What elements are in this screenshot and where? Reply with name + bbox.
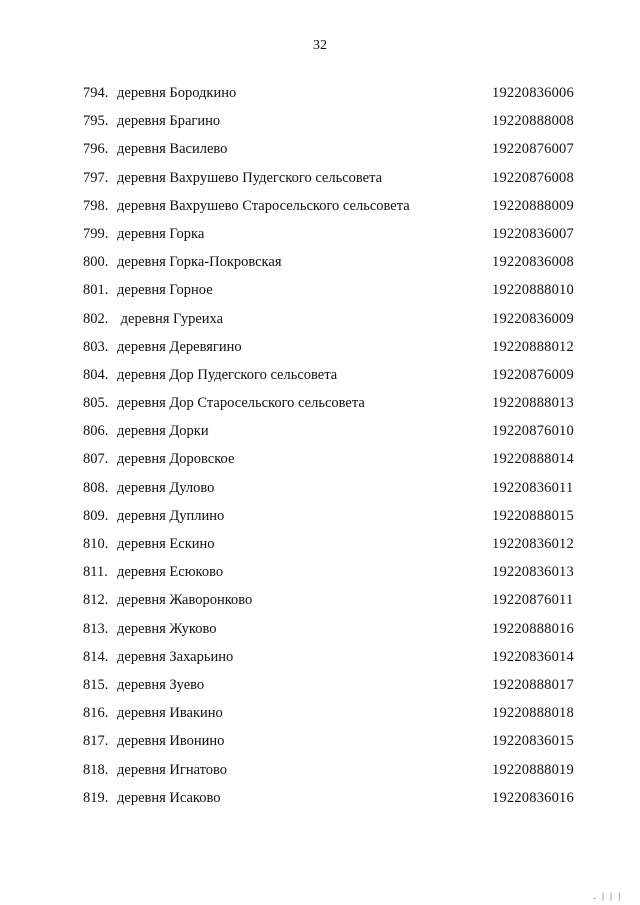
settlement-name: деревня Ивакино [117, 705, 223, 722]
oktmo-code: 19220888017 [492, 676, 574, 693]
entry-number: 800. [83, 254, 109, 271]
settlement-name: деревня Дуплино [117, 507, 225, 524]
entry-number: 808. [83, 479, 109, 496]
list-item [0, 674, 640, 702]
settlement-name: деревня Вахрушево Старосельского сельсовета [117, 197, 410, 214]
entry-number: 818. [83, 761, 109, 778]
settlement-name: деревня Брагино [117, 113, 221, 130]
list-item [0, 730, 640, 758]
oktmo-code: 19220888010 [492, 282, 574, 299]
entry-number: 805. [83, 395, 109, 412]
oktmo-code: 19220836012 [492, 536, 574, 552]
oktmo-code: 19220888018 [492, 705, 574, 722]
oktmo-code: 19220836007 [492, 225, 574, 242]
settlement-name: деревня Вахрушево Пудегского сельсовета [117, 169, 383, 186]
list-item [0, 561, 640, 589]
settlement-name: деревня Дор Старосельского сельсовета [117, 395, 365, 412]
oktmo-code: 19220836013 [492, 564, 574, 581]
list-item [0, 477, 640, 505]
settlement-name: деревня Зуево [117, 676, 205, 693]
oktmo-code: 19220836009 [492, 310, 574, 327]
settlement-name: деревня Дулово [117, 479, 215, 496]
oktmo-code: 19220836011 [492, 479, 574, 496]
entry-number: 806. [83, 423, 109, 440]
oktmo-code: 19220888019 [492, 761, 574, 778]
list-item [0, 82, 640, 110]
settlement-name: деревня Есюково [117, 564, 224, 581]
settlement-name: деревня Игнатово [117, 761, 228, 778]
settlement-name: деревня Бородкино [117, 85, 237, 101]
oktmo-code: 19220836016 [492, 789, 574, 806]
oktmo-code: 19220888012 [492, 338, 574, 355]
oktmo-code: 19220836008 [492, 254, 574, 271]
settlement-name: деревня Горка-Покровская [117, 254, 282, 271]
list-item [0, 618, 640, 646]
list-item [0, 308, 640, 336]
entry-number: 796. [83, 141, 109, 158]
list-item [0, 589, 640, 617]
list-item [0, 787, 640, 815]
list-item [0, 505, 640, 533]
list-item [0, 448, 640, 476]
entry-number: 815. [83, 676, 109, 693]
entry-number: 813. [83, 620, 109, 637]
settlement-name: деревня Дор Пудегского сельсовета [117, 366, 338, 383]
entry-number: 810. [83, 536, 109, 552]
list-item [0, 336, 640, 364]
entry-number: 812. [83, 592, 109, 609]
list-item [0, 195, 640, 223]
oktmo-code: 19220888013 [492, 395, 574, 412]
settlement-name: деревня Жуково [117, 620, 217, 637]
settlement-name: деревня Гуреиха [117, 310, 224, 327]
oktmo-code: 19220888009 [492, 197, 574, 214]
entry-number: 807. [83, 451, 109, 468]
list-item [0, 392, 640, 420]
settlement-name: деревня Доровское [117, 451, 235, 468]
list-item [0, 646, 640, 674]
list-item [0, 138, 640, 166]
entry-number: 797. [83, 169, 109, 186]
settlement-name: деревня Горка [117, 225, 205, 242]
settlement-name: деревня Деревягино [117, 338, 242, 355]
entry-number: 798. [83, 197, 109, 214]
entry-number: 802. [83, 310, 109, 327]
oktmo-code: 19220876009 [492, 366, 574, 383]
list-item [0, 533, 640, 561]
list-item [0, 364, 640, 392]
entry-number: 819. [83, 789, 109, 806]
oktmo-code: 19220888016 [492, 620, 574, 637]
entry-number: 799. [83, 225, 109, 242]
entry-number: 804. [83, 366, 109, 383]
settlement-name: деревня Ескино [117, 536, 215, 552]
settlement-name: деревня Василево [117, 141, 228, 158]
oktmo-code: 19220836006 [492, 85, 574, 101]
entry-number: 794. [83, 85, 109, 101]
settlement-name: деревня Исаково [117, 789, 221, 806]
oktmo-code: 19220876011 [492, 592, 574, 609]
entry-number: 809. [83, 507, 109, 524]
settlement-name: деревня Захарьино [117, 648, 234, 665]
entry-number: 803. [83, 338, 109, 355]
list-item [0, 702, 640, 730]
scan-marks: . | | | [593, 891, 622, 901]
entry-number: 801. [83, 282, 109, 299]
entry-number: 814. [83, 648, 109, 665]
oktmo-code: 19220876010 [492, 423, 574, 440]
oktmo-code: 19220876008 [492, 169, 574, 186]
list-item [0, 223, 640, 251]
oktmo-code: 19220876007 [492, 141, 574, 158]
oktmo-code: 19220836014 [492, 648, 574, 665]
oktmo-code: 19220888015 [492, 507, 574, 524]
settlement-name: деревня Жаворонково [117, 592, 253, 609]
settlement-name: деревня Дорки [117, 423, 209, 440]
settlement-name: деревня Ивонино [117, 733, 225, 750]
oktmo-code: 19220888014 [492, 451, 574, 468]
list-item [0, 420, 640, 448]
page-number: 32 [313, 38, 327, 53]
entry-number: 811. [83, 564, 108, 581]
list-item [0, 167, 640, 195]
oktmo-code: 19220888008 [492, 113, 574, 130]
entry-number: 816. [83, 705, 109, 722]
list-item [0, 279, 640, 307]
list-item [0, 251, 640, 279]
list-item [0, 110, 640, 138]
settlement-list [0, 82, 640, 815]
entry-number: 795. [83, 113, 109, 130]
oktmo-code: 19220836015 [492, 733, 574, 750]
settlement-name: деревня Горное [117, 282, 213, 299]
entry-number: 817. [83, 733, 109, 750]
list-item [0, 759, 640, 787]
